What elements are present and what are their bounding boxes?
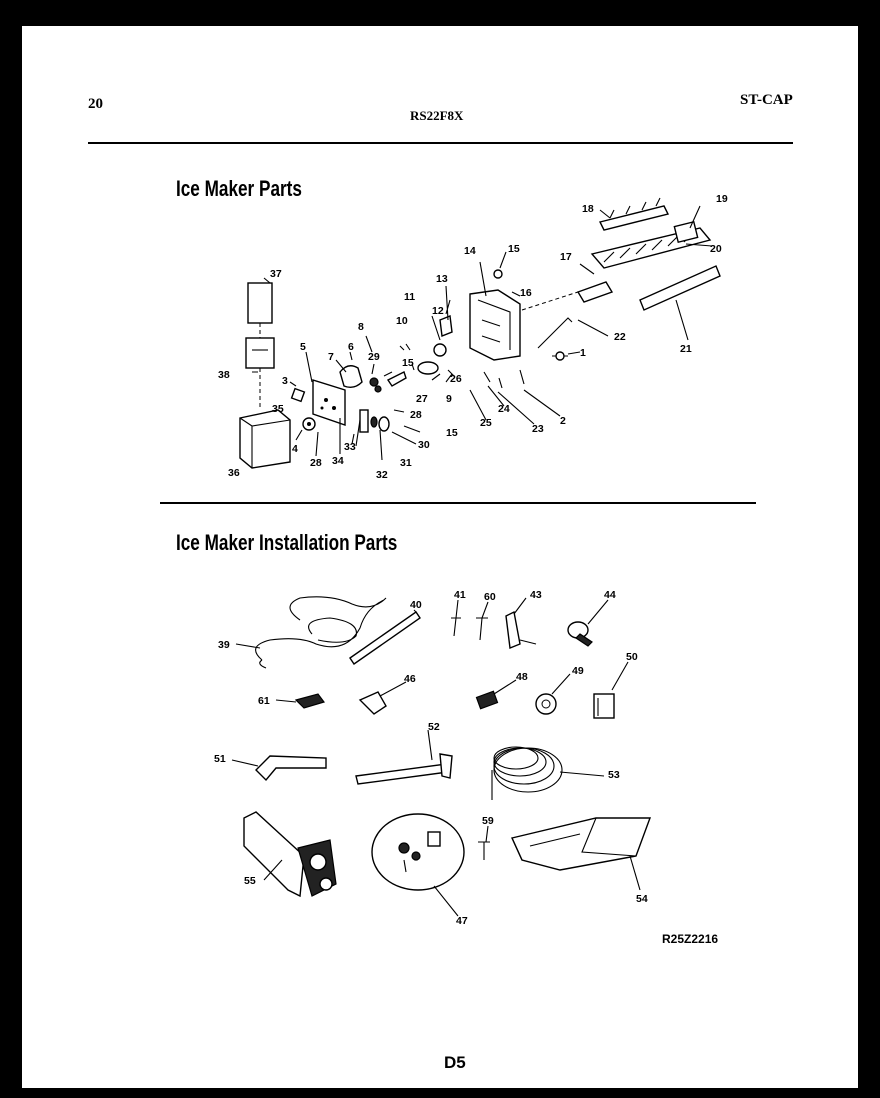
callout-23: 23 (532, 423, 544, 435)
callout-2: 2 (560, 415, 566, 427)
page-number: 20 (88, 96, 103, 112)
callout-1: 1 (580, 347, 586, 359)
part-gear (370, 378, 378, 386)
part-heater-bar (640, 266, 720, 310)
callout-22: 22 (614, 331, 626, 343)
callout-15c: 15 (446, 427, 458, 439)
part-block (594, 694, 614, 718)
callout-15b: 15 (402, 357, 414, 369)
part-cam (434, 344, 446, 356)
callout-20: 20 (710, 243, 722, 255)
part-ice-bin (512, 818, 650, 870)
callout-7: 7 (328, 351, 334, 363)
callout-52: 52 (428, 721, 440, 733)
callout-40: 40 (410, 599, 422, 611)
callout-3: 3 (282, 375, 288, 387)
callout-34: 34 (332, 455, 344, 467)
callout-19: 19 (716, 193, 728, 205)
callout-6: 6 (348, 341, 354, 353)
callout-14: 14 (464, 245, 476, 257)
installation-parts-illustration (214, 589, 650, 927)
ice-maker-parts-illustration (218, 193, 728, 481)
callout-36: 36 (228, 467, 240, 479)
part-elbow-tube (256, 756, 326, 780)
callout-31: 31 (400, 457, 412, 469)
page-code: D5 (444, 1053, 466, 1072)
part-plate (246, 338, 274, 368)
callout-12: 12 (432, 305, 444, 317)
callout-48: 48 (516, 671, 528, 683)
callout-17: 17 (560, 251, 572, 263)
callout-4: 4 (292, 443, 298, 455)
callout-60: 60 (484, 591, 496, 603)
part-water-coil (492, 747, 562, 800)
callout-28: 28 (410, 409, 422, 421)
part-bracket (360, 410, 368, 432)
callout-50: 50 (626, 651, 638, 663)
callout-21: 21 (680, 343, 692, 355)
category-code: ST-CAP (740, 92, 793, 108)
callout-61: 61 (258, 695, 270, 707)
callout-8: 8 (358, 321, 364, 333)
callout-28b: 28 (310, 457, 322, 469)
callout-43: 43 (530, 589, 542, 601)
callout-53: 53 (608, 769, 620, 781)
callout-26: 26 (450, 373, 462, 385)
callout-44: 44 (604, 589, 616, 601)
callout-37: 37 (270, 268, 282, 280)
part-screw (451, 618, 461, 636)
callout-46: 46 (404, 673, 416, 685)
callout-51: 51 (214, 753, 226, 765)
callout-11: 11 (404, 291, 416, 303)
callout-9: 9 (446, 393, 452, 405)
part-label-sheet (248, 283, 272, 323)
callout-24: 24 (498, 403, 510, 415)
callout-47: 47 (456, 915, 468, 927)
callout-25: 25 (480, 417, 492, 429)
callout-27: 27 (416, 393, 428, 405)
model-number: RS22F8X (410, 108, 464, 123)
part-cover-box (240, 410, 290, 468)
callout-29: 29 (368, 351, 380, 363)
callout-10: 10 (396, 315, 408, 327)
callout-38: 38 (218, 369, 230, 381)
part-ice-maker-housing (470, 290, 520, 360)
callout-13: 13 (436, 273, 448, 285)
part-inlet-tube (356, 764, 448, 784)
callout-30: 30 (418, 439, 430, 451)
callout-32: 32 (376, 469, 388, 481)
callout-49: 49 (572, 665, 584, 677)
callout-54: 54 (636, 893, 648, 905)
callout-16: 16 (520, 287, 532, 299)
part-bracket-l (506, 612, 520, 648)
callout-41: 41 (454, 589, 466, 601)
callout-55: 55 (244, 875, 256, 887)
part-shaft-collar (418, 362, 438, 374)
callout-5: 5 (300, 341, 306, 353)
part-clip (296, 694, 324, 708)
figure-code: R25Z2216 (662, 932, 719, 946)
part-fill-tube (350, 612, 420, 664)
installation-parts-heading: Ice Maker Installation Parts (176, 530, 398, 555)
callout-33: 33 (344, 441, 356, 453)
part-washer (379, 417, 389, 431)
callout-18: 18 (582, 203, 594, 215)
part-small-square (292, 389, 305, 402)
ice-maker-parts-heading: Ice Maker Parts (176, 176, 302, 201)
callout-39: 39 (218, 639, 230, 651)
callout-15: 15 (508, 243, 520, 255)
callout-35: 35 (272, 403, 284, 415)
callout-59: 59 (482, 815, 494, 827)
